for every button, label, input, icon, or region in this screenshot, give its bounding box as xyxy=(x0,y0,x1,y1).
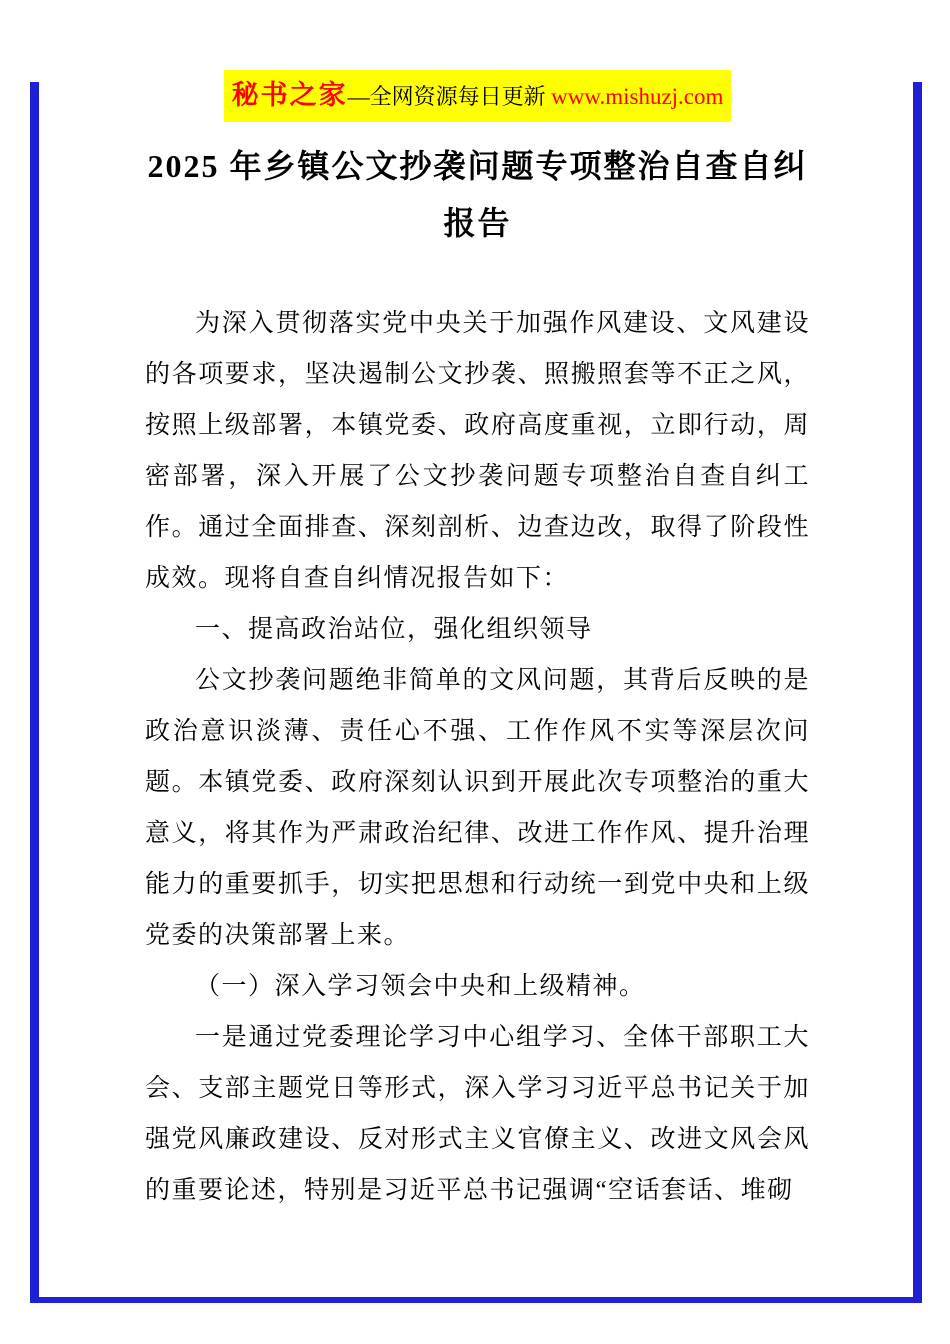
section-heading-1: 一、提高政治站位，强化组织领导 xyxy=(195,616,593,643)
paragraph-intro: 为深入贯彻落实党中央关于加强作风建设、文风建设的各项要求，坚决遏制公文抄袭、照搬照套等不正之风，按照上级部署，本镇党委、政府高度重视，立即行动，周密部署，深入开展了公文抄袭问题专项整治自查自纠工作。通过全面排查、深刻剖析、边查边改，取得了阶段性成效。现将自查自纠情况报告如下： xyxy=(145,310,810,592)
document-title-line2: 报告 xyxy=(443,205,512,241)
site-header-highlight xyxy=(224,70,732,122)
document-title-line1: 2025 年乡镇公文抄袭问题专项整治自查自纠 xyxy=(147,148,808,184)
site-url-link[interactable]: www.mishuzj.com xyxy=(551,84,724,109)
site-tagline: —全网资源每日更新 xyxy=(347,84,552,109)
document-title xyxy=(145,138,810,252)
paragraph-subsection-1-1: 一是通过党委理论学习中心组学习、全体干部职工大会、支部主题党日等形式，深入学习习近平总书记关于加强党风廉政建设、反对形式主义官僚主义、改进文风会风的重要论述，特别是习近平总书记强调“空话套话、堆砌 xyxy=(145,1024,810,1204)
site-header xyxy=(145,70,810,122)
document-body xyxy=(145,298,810,1216)
brand-name: 秘书之家 xyxy=(231,80,348,110)
subsection-heading-1-1: （一）深入学习领会中央和上级精神。 xyxy=(195,973,646,1000)
paragraph-section-1: 公文抄袭问题绝非简单的文风问题，其背后反映的是政治意识淡薄、责任心不强、工作作风不实等深层次问题。本镇党委、政府深刻认识到开展此次专项整治的重大意义，将其作为严肃政治纪律、改进工作作风、提升治理能力的重要抓手，切实把思想和行动统一到党中央和上级党委的决策部署上来。 xyxy=(145,667,810,949)
page-border-bottom xyxy=(30,1297,922,1303)
